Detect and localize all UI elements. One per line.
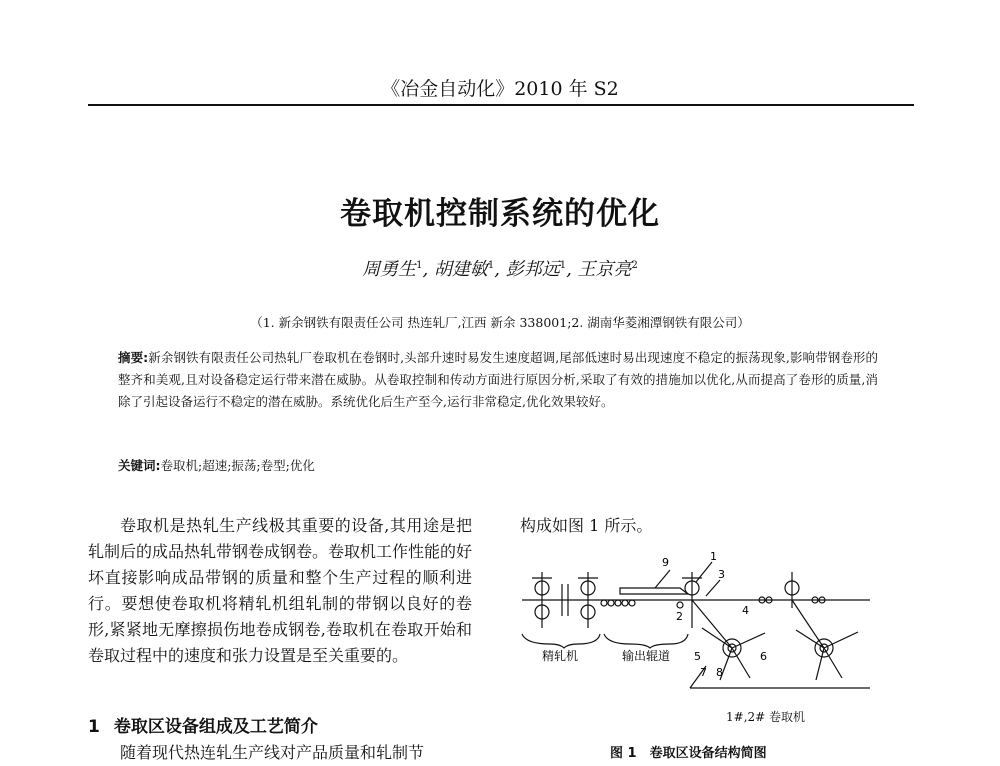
author-affiliation-mark: 1 (559, 260, 567, 271)
wrapper-arm (732, 648, 750, 678)
figure-sub-caption: 1#,2# 卷取机 (726, 710, 806, 724)
affiliation: （1. 新余钢铁有限责任公司 热连轧厂,江西 新余 338001;2. 湖南华菱湘潭钢铁有限公司） (250, 315, 750, 330)
label-8: 8 (716, 666, 723, 679)
author-name: 彭邦远 (505, 259, 560, 280)
section-heading (88, 712, 318, 737)
journal-header: 《冶金自动化》2010 年 S2 (381, 78, 619, 100)
brace-finishing-mill (522, 634, 600, 648)
label-2: 2 (676, 610, 683, 623)
abstract (118, 347, 878, 413)
label-5: 5 (694, 650, 701, 663)
section-paragraph: 随着现代热连轧生产线对产品质量和轧制节 (120, 743, 425, 762)
figure-1 (520, 548, 880, 712)
wrapper-arm (702, 628, 732, 648)
label-1: 1 (710, 550, 717, 563)
label-9: 9 (662, 556, 669, 569)
author-list: 周勇生$^1$, 胡建敏$^1$, 彭邦远$^1$, 王京亮$^2$ (362, 259, 638, 280)
keywords-label: 关键词: (118, 458, 161, 473)
leader-line (655, 570, 670, 588)
equipment-diagram (520, 548, 880, 708)
author-name: 王京亮 (577, 259, 632, 280)
author-name: 周勇生 (362, 259, 417, 280)
cooling-header-icon (620, 588, 688, 594)
keywords (118, 456, 878, 474)
label-4: 4 (742, 604, 749, 617)
section-title: 卷取区设备组成及工艺简介 (113, 717, 318, 737)
wrapper-arm (824, 648, 842, 678)
wrapper-arm (796, 630, 824, 648)
intro-text: 卷取机是热轧生产线极其重要的设备,其用途是把轧制后的成品热轧带钢卷成钢卷。卷取机工作性能的好坏直接影响成品带钢的质量和整个生产过程的顺利进行。要想使卷取机将精轧机组轧制的带钢以良好的卷形,紧紧地无摩擦损伤地卷成钢卷,卷取机在卷取开始和卷取过程中的速度和张力设置是至关重要的。 (88, 516, 473, 665)
leader-line (696, 562, 712, 582)
brace-runout-table (604, 634, 688, 648)
author-name: 胡建敏 (433, 259, 488, 280)
paper-title: 卷取机控制系统的优化 (340, 196, 660, 232)
author-affiliation-mark: 1 (487, 260, 495, 271)
section-number: 1 (88, 717, 100, 737)
keywords-text: 卷取机;超速;振荡;卷型;优化 (160, 458, 315, 473)
author-affiliation-mark: 1 (416, 260, 423, 271)
figure-caption: 图 1 卷取区设备结构简图 (610, 746, 767, 761)
abstract-text: 新余钢铁有限责任公司热轧厂卷取机在卷钢时,头部升速时易发生速度超调,尾部低速时易出现速度不稳定的振荡现象,影响带钢卷形的整齐和美观,且对设备稳定运行带来潜在威胁。从卷取控制和传动方面进行原因分析,采取了有效的措施加以优化,从而提高了卷形的质量,消除了引起设备运行不稳定的潜在威胁。系统优化后生产至今,运行非常稳定,优化效果较好。 (118, 350, 878, 409)
wrapper-arm (816, 648, 824, 680)
label-6: 6 (760, 650, 767, 663)
label-runout-table: 输出辊道 (622, 649, 671, 663)
leader-line (706, 580, 720, 596)
header-rule (88, 104, 914, 106)
roller-icon (677, 602, 683, 608)
column2-text: 构成如图 1 所示。 (520, 516, 653, 535)
runout-rollers (601, 600, 635, 606)
label-3: 3 (718, 568, 725, 581)
label-finishing-mill: 精轧机 (542, 649, 579, 663)
label-7: 7 (700, 666, 707, 679)
intro-paragraph (88, 513, 472, 669)
abstract-label: 摘要: (118, 350, 149, 365)
author-affiliation-mark: 2 (631, 260, 638, 271)
